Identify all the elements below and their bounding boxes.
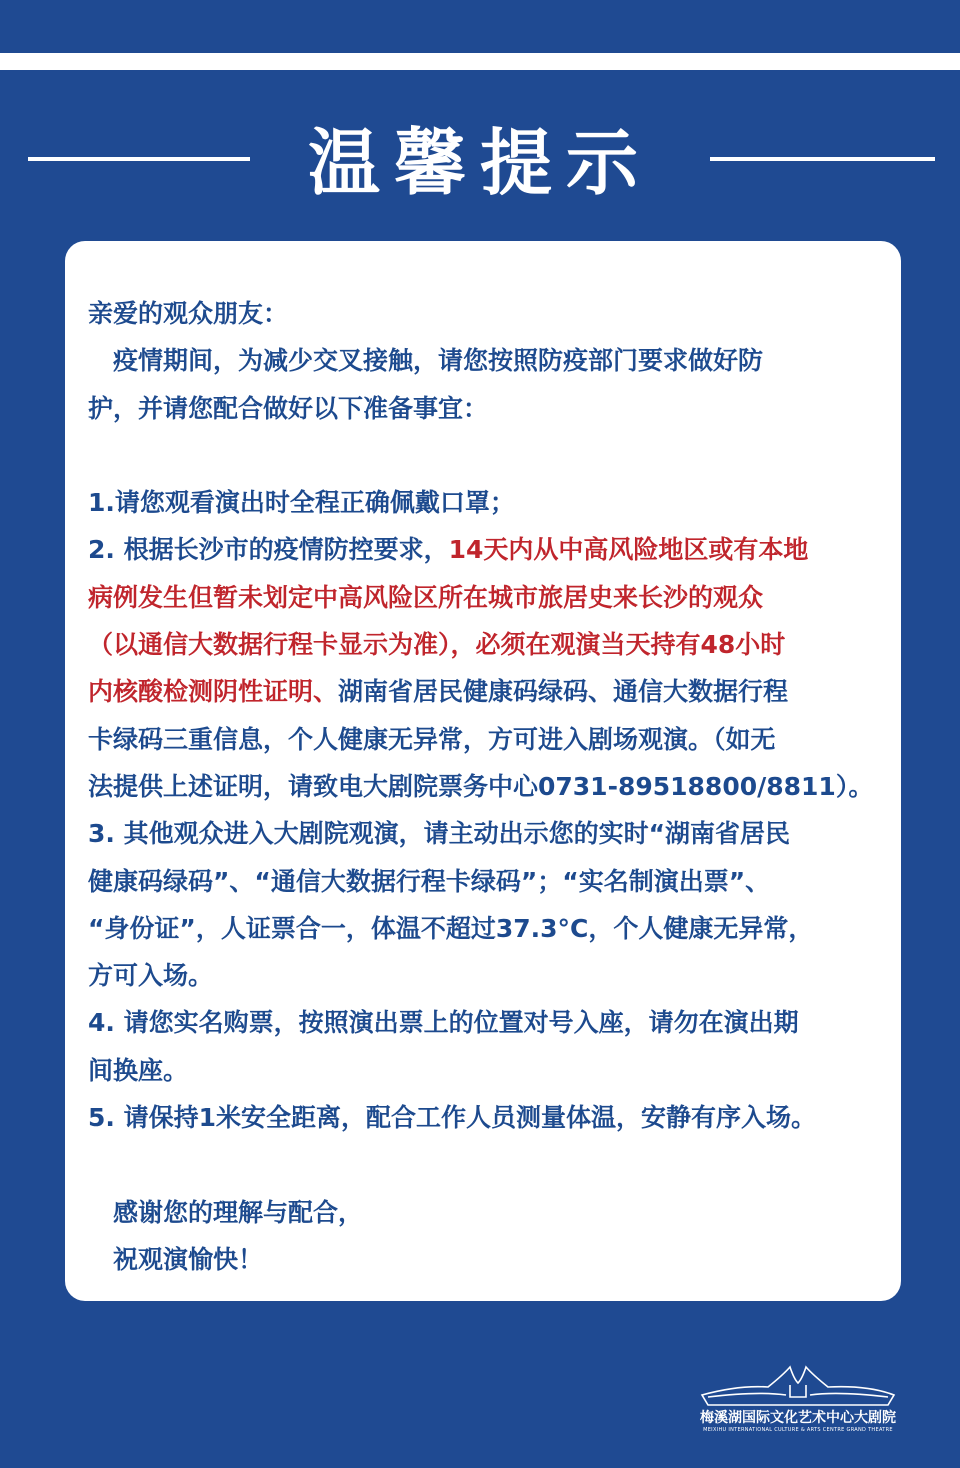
notice-line <box>88 1236 908 1283</box>
notice-text <box>88 290 908 1283</box>
notice-line <box>88 1141 908 1188</box>
notice-line <box>88 858 908 905</box>
theatre-building-icon <box>698 1365 898 1407</box>
body-text: 疫情期间，为减少交叉接触，请您按照防疫部门要求做好防 <box>88 346 764 376</box>
body-text: 健康码绿码”、“通信大数据行程卡绿码”；“实名制演出票”、 <box>88 866 771 896</box>
body-text: 5. 请保持1米安全距离，配合工作人员测量体温，安静有序入场。 <box>88 1103 816 1133</box>
body-text: 亲爱的观众朋友： <box>88 299 289 328</box>
body-text: 感谢您的理解与配合， <box>88 1197 364 1227</box>
body-text: 护，并请您配合做好以下准备事宜： <box>88 393 489 423</box>
body-text: 湖南省居民健康码绿码、通信大数据行程 <box>338 677 789 707</box>
highlighted-text: 内核酸检测阴性证明、 <box>88 677 339 707</box>
notice-line <box>88 952 908 999</box>
notice-line <box>88 1094 908 1141</box>
highlighted-text: 病例发生但暂未划定中高风险区所在城市旅居史来长沙的观众 <box>88 582 764 612</box>
notice-line <box>88 810 908 857</box>
theatre-logo <box>698 1365 898 1433</box>
notice-line <box>88 621 908 668</box>
notice-line <box>88 526 908 573</box>
top-white-stripe <box>0 53 960 70</box>
notice-line <box>88 479 908 526</box>
notice-line <box>88 1189 908 1236</box>
highlighted-text: 14天内从中高风险地区或有本地 <box>448 535 809 565</box>
body-text: “身份证”，人证票合一，体温不超过37.3°C，个人健康无异常， <box>88 913 814 943</box>
body-text: 方可入场。 <box>88 961 214 991</box>
notice-line <box>88 905 908 952</box>
notice-line <box>88 1047 908 1094</box>
notice-line <box>88 432 908 479</box>
notice-line <box>88 668 908 715</box>
logo-name-en: MEIXIHU INTERNATIONAL CULTURE & ARTS CENTRE GRAND THEATRE <box>703 1427 893 1433</box>
body-text: 1.请您观看演出时全程正确佩戴口罩； <box>88 488 515 518</box>
notice-line <box>88 574 908 621</box>
body-text: 2. 根据长沙市的疫情防控要求， <box>88 535 449 565</box>
body-text: 间换座。 <box>88 1055 189 1085</box>
notice-line <box>88 999 908 1046</box>
body-text: 卡绿码三重信息，个人健康无异常，方可进入剧场观演。（如无 <box>88 724 776 754</box>
notice-line <box>88 763 908 810</box>
notice-line <box>88 337 908 384</box>
body-text: 3. 其他观众进入大剧院观演，请主动出示您的实时“湖南省居民 <box>88 819 791 849</box>
body-text: 4. 请您实名购票，按照演出票上的位置对号入座，请勿在演出期 <box>88 1008 799 1038</box>
notice-line <box>88 716 908 763</box>
notice-line <box>88 290 908 337</box>
highlighted-text: （以通信大数据行程卡显示为准），必须在观演当天持有48小时 <box>88 630 786 660</box>
body-text: 祝观演愉快！ <box>88 1244 264 1274</box>
logo-name-cn: 梅溪湖国际文化艺术中心大剧院 <box>700 1410 896 1426</box>
notice-line <box>88 385 908 432</box>
body-text: 法提供上述证明，请致电大剧院票务中心0731-89518800/8811）。 <box>88 771 874 801</box>
page-title: 温馨提示 <box>307 121 652 205</box>
